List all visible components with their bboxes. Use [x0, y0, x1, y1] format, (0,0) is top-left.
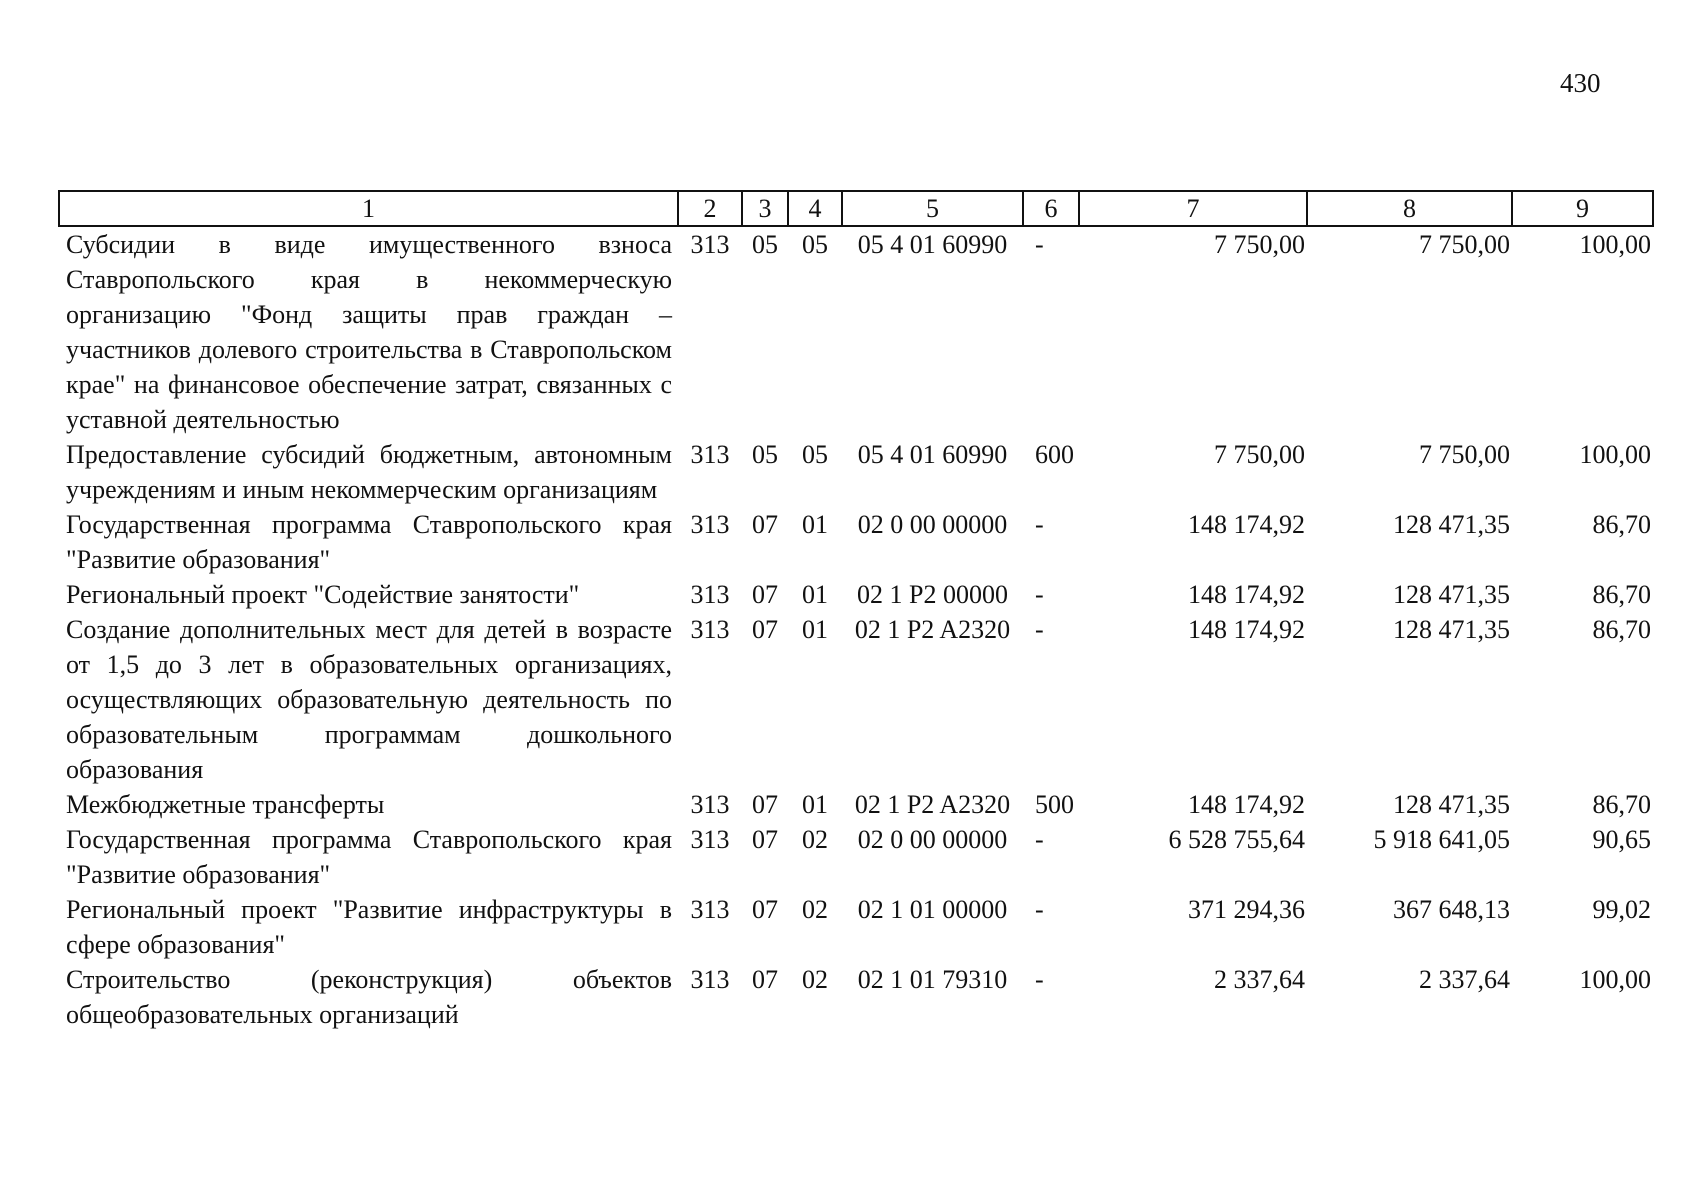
- execution-percent-cell: 86,70: [1592, 615, 1651, 644]
- section-code-cell: 07: [752, 825, 778, 854]
- table-row: [59, 787, 1653, 822]
- row-name-cell: Государственная программа Ставропольского края "Развитие образования": [66, 825, 672, 889]
- planned-amount-cell: 2 337,64: [1214, 965, 1305, 994]
- table-row: [59, 437, 1653, 507]
- expense-type-cell: -: [1035, 580, 1044, 609]
- target-article-cell: 02 1 01 79310: [857, 965, 1008, 994]
- header-cell: 3: [742, 191, 788, 226]
- section-code-cell: 07: [752, 510, 778, 539]
- section-code-cell: 07: [752, 895, 778, 924]
- expense-type-cell: 500: [1035, 790, 1074, 819]
- subsection-code-cell: 02: [802, 825, 828, 854]
- table-body: [59, 226, 1653, 1032]
- planned-amount-cell: 148 174,92: [1188, 615, 1305, 644]
- header-cell: 8: [1307, 191, 1512, 226]
- section-code-cell: 05: [752, 230, 778, 259]
- executed-amount-cell: 7 750,00: [1419, 230, 1510, 259]
- row-name-cell: Региональный проект "Содействие занятости": [66, 580, 580, 609]
- executed-amount-cell: 128 471,35: [1393, 615, 1510, 644]
- subsection-code-cell: 01: [802, 510, 828, 539]
- executed-amount-cell: 367 648,13: [1393, 895, 1510, 924]
- planned-amount-cell: 148 174,92: [1188, 510, 1305, 539]
- row-name-cell: Предоставление субсидий бюджетным, автономным учреждениям и иным некоммерческим организациям: [66, 440, 672, 504]
- header-cell: 6: [1023, 191, 1079, 226]
- execution-percent-cell: 90,65: [1592, 825, 1651, 854]
- planned-amount-cell: 6 528 755,64: [1168, 825, 1305, 854]
- target-article-cell: 02 1 01 00000: [857, 895, 1008, 924]
- planned-amount-cell: 371 294,36: [1188, 895, 1305, 924]
- ministry-code-cell: 313: [690, 440, 730, 469]
- header-cell: 4: [788, 191, 842, 226]
- execution-percent-cell: 100,00: [1579, 440, 1651, 469]
- row-name-cell: Создание дополнительных мест для детей в возрасте от 1,5 до 3 лет в образовательных организациях, осуществляющих образовательную деятельность по образовательным программам дошкольного образования: [66, 615, 672, 784]
- table-row: [59, 507, 1653, 577]
- row-name-cell: Государственная программа Ставропольского края "Развитие образования": [66, 510, 672, 574]
- target-article-cell: 02 1 P2 A2320: [854, 790, 1011, 819]
- expense-type-cell: -: [1035, 825, 1044, 854]
- expense-type-cell: -: [1035, 510, 1044, 539]
- subsection-code-cell: 01: [802, 790, 828, 819]
- planned-amount-cell: 7 750,00: [1214, 230, 1305, 259]
- section-code-cell: 07: [752, 965, 778, 994]
- ministry-code-cell: 313: [690, 230, 730, 259]
- header-cell: 7: [1079, 191, 1307, 226]
- execution-percent-cell: 86,70: [1592, 790, 1651, 819]
- executed-amount-cell: 128 471,35: [1393, 790, 1510, 819]
- table-row: [59, 226, 1653, 437]
- subsection-code-cell: 05: [802, 440, 828, 469]
- header-cell: 9: [1512, 191, 1653, 226]
- executed-amount-cell: 7 750,00: [1419, 440, 1510, 469]
- planned-amount-cell: 148 174,92: [1188, 790, 1305, 819]
- ministry-code-cell: 313: [690, 965, 730, 994]
- executed-amount-cell: 128 471,35: [1393, 510, 1510, 539]
- target-article-cell: 05 4 01 60990: [857, 230, 1008, 259]
- ministry-code-cell: 313: [690, 580, 730, 609]
- subsection-code-cell: 01: [802, 615, 828, 644]
- section-code-cell: 07: [752, 615, 778, 644]
- expense-type-cell: -: [1035, 230, 1044, 259]
- ministry-code-cell: 313: [690, 790, 730, 819]
- target-article-cell: 05 4 01 60990: [857, 440, 1008, 469]
- header-cell: 2: [678, 191, 742, 226]
- planned-amount-cell: 148 174,92: [1188, 580, 1305, 609]
- execution-percent-cell: 99,02: [1592, 895, 1651, 924]
- subsection-code-cell: 05: [802, 230, 828, 259]
- table-row: [59, 892, 1653, 962]
- subsection-code-cell: 02: [802, 965, 828, 994]
- header-cell: 1: [59, 191, 678, 226]
- subsection-code-cell: 01: [802, 580, 828, 609]
- row-name-cell: Межбюджетные трансферты: [66, 790, 385, 819]
- execution-percent-cell: 86,70: [1592, 580, 1651, 609]
- executed-amount-cell: 2 337,64: [1419, 965, 1510, 994]
- target-article-cell: 02 0 00 00000: [857, 825, 1008, 854]
- table-row: [59, 822, 1653, 892]
- execution-percent-cell: 100,00: [1579, 965, 1651, 994]
- row-name-cell: Субсидии в виде имущественного взноса Ставропольского края в некоммерческую организацию "Фонд защиты прав граждан – участников долевого строительства в Ставропольском крае" на финансовое обеспечение затрат, связанных с уставной деятельностью: [66, 230, 672, 434]
- ministry-code-cell: 313: [690, 895, 730, 924]
- table-row: [59, 577, 1653, 612]
- expense-type-cell: -: [1035, 895, 1044, 924]
- ministry-code-cell: 313: [690, 615, 730, 644]
- expense-type-cell: -: [1035, 615, 1044, 644]
- section-code-cell: 07: [752, 790, 778, 819]
- ministry-code-cell: 313: [690, 825, 730, 854]
- row-name-cell: Региональный проект "Развитие инфраструктуры в сфере образования": [66, 895, 672, 959]
- target-article-cell: 02 1 P2 A2320: [854, 615, 1011, 644]
- table-row: [59, 612, 1653, 787]
- executed-amount-cell: 5 918 641,05: [1373, 825, 1510, 854]
- execution-percent-cell: 86,70: [1592, 510, 1651, 539]
- section-code-cell: 05: [752, 440, 778, 469]
- execution-percent-cell: 100,00: [1579, 230, 1651, 259]
- target-article-cell: 02 0 00 00000: [857, 510, 1008, 539]
- table-row: [59, 962, 1653, 1032]
- expense-type-cell: -: [1035, 965, 1044, 994]
- budget-table: [58, 190, 1654, 1032]
- executed-amount-cell: 128 471,35: [1393, 580, 1510, 609]
- header-row: [59, 191, 1653, 226]
- subsection-code-cell: 02: [802, 895, 828, 924]
- ministry-code-cell: 313: [690, 510, 730, 539]
- row-name-cell: Строительство (реконструкция) объектов общеобразовательных организаций: [66, 965, 672, 1029]
- section-code-cell: 07: [752, 580, 778, 609]
- target-article-cell: 02 1 P2 00000: [857, 580, 1008, 609]
- planned-amount-cell: 7 750,00: [1214, 440, 1305, 469]
- header-cell: 5: [842, 191, 1023, 226]
- expense-type-cell: 600: [1035, 440, 1074, 469]
- page-number: 430: [1560, 68, 1601, 98]
